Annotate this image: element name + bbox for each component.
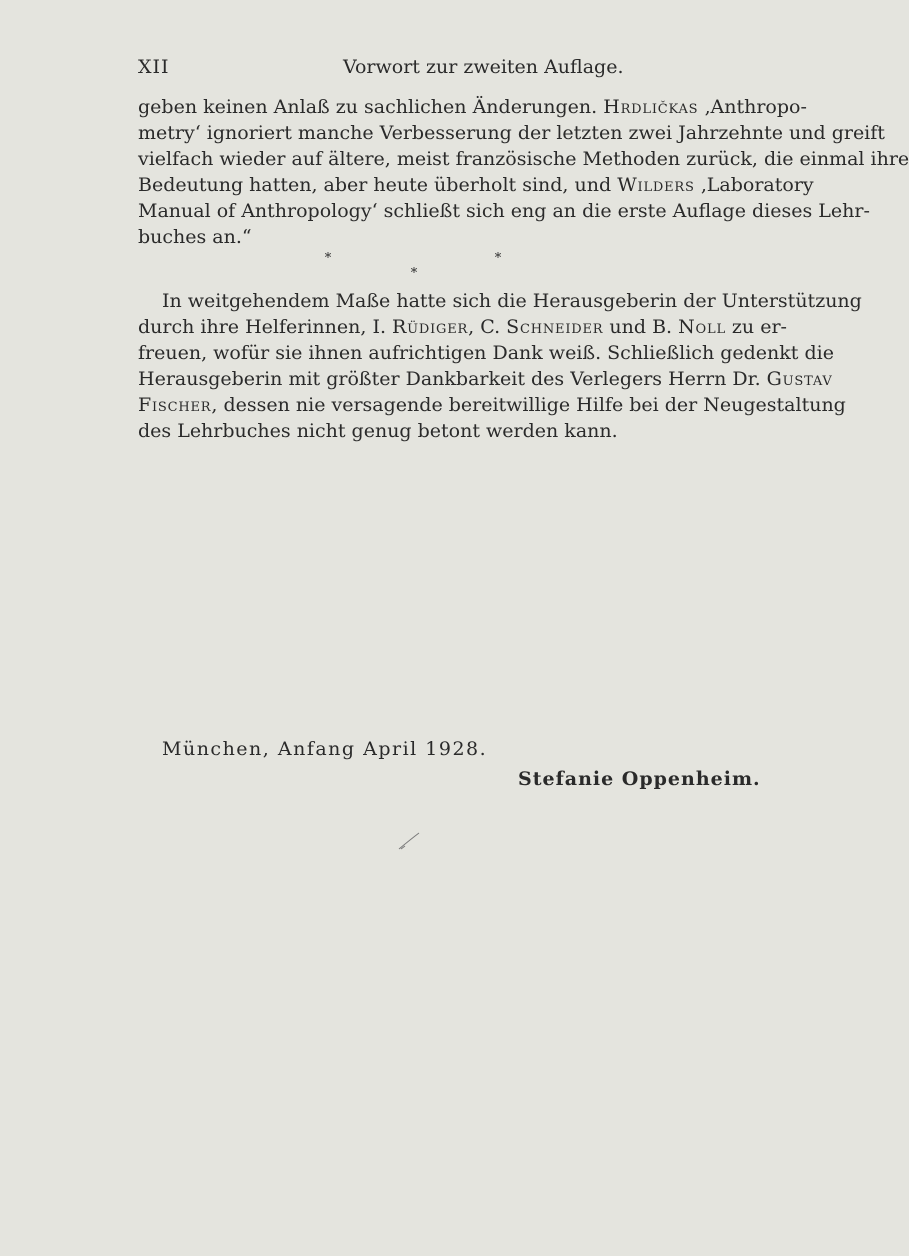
running-head bbox=[138, 56, 763, 82]
text-line: Bedeutung hatten, aber heute überholt sind, und Wilders ‚Laboratory bbox=[138, 174, 814, 196]
signature-block bbox=[138, 738, 763, 796]
asterisk: * bbox=[410, 266, 418, 281]
text-line: Manual of Anthropology‘ schließt sich eng an die erste Auflage dieses Lehr- bbox=[138, 200, 870, 222]
place-date: München, Anfang April 1928. bbox=[162, 738, 488, 760]
author-signature: Stefanie Oppenheim. bbox=[518, 768, 761, 790]
section-asterism bbox=[138, 250, 763, 288]
asterisk: * bbox=[494, 251, 502, 266]
text-line: des Lehrbuches nicht genug betont werden kann. bbox=[138, 420, 618, 442]
author-name-wilder: Wilders bbox=[617, 174, 695, 196]
helper-name-schneider: Schneider bbox=[506, 316, 604, 338]
text-line: freuen, wofür sie ihnen aufrichtigen Dank weiß. Schließlich gedenkt die bbox=[138, 342, 834, 364]
helper-name-rudiger: Rüdiger bbox=[392, 316, 469, 338]
text-line: buches an.“ bbox=[138, 226, 252, 248]
text-line: metry‘ ignoriert manche Verbesserung der letzten zwei Jahrzehnte und greift bbox=[138, 122, 885, 144]
text-line: Fischer, dessen nie versagende bereitwillige Hilfe bei der Neugestaltung bbox=[138, 394, 846, 416]
paragraph-acknowledgements bbox=[138, 288, 862, 444]
text-line: In weitgehendem Maße hatte sich die Herausgeberin der Unterstützung bbox=[162, 290, 862, 312]
pencil-mark-icon bbox=[397, 831, 423, 851]
text-line: Herausgeberin mit größter Dankbarkeit des Verlegers Herrn Dr. Gustav bbox=[138, 368, 833, 390]
text-line: geben keinen Anlaß zu sachlichen Änderungen. Hrdličkas ‚Anthropo- bbox=[138, 96, 807, 118]
text-line: durch ihre Helferinnen, I. Rüdiger, C. Schneider und B. Noll zu er- bbox=[138, 316, 787, 338]
page-number: XII bbox=[138, 56, 170, 78]
asterisk: * bbox=[324, 251, 332, 266]
author-name-hrdlicka: Hrdličkas bbox=[603, 96, 699, 118]
publisher-last-name: Fischer bbox=[138, 394, 212, 416]
body-text bbox=[138, 94, 909, 444]
running-title: Vorwort zur zweiten Auflage. bbox=[343, 56, 624, 78]
paragraph-continuation bbox=[138, 94, 909, 250]
text-line: vielfach wieder auf ältere, meist französische Methoden zurück, die einmal ihre bbox=[138, 148, 909, 170]
publisher-first-name: Gustav bbox=[766, 368, 833, 390]
helper-name-noll: Noll bbox=[678, 316, 726, 338]
